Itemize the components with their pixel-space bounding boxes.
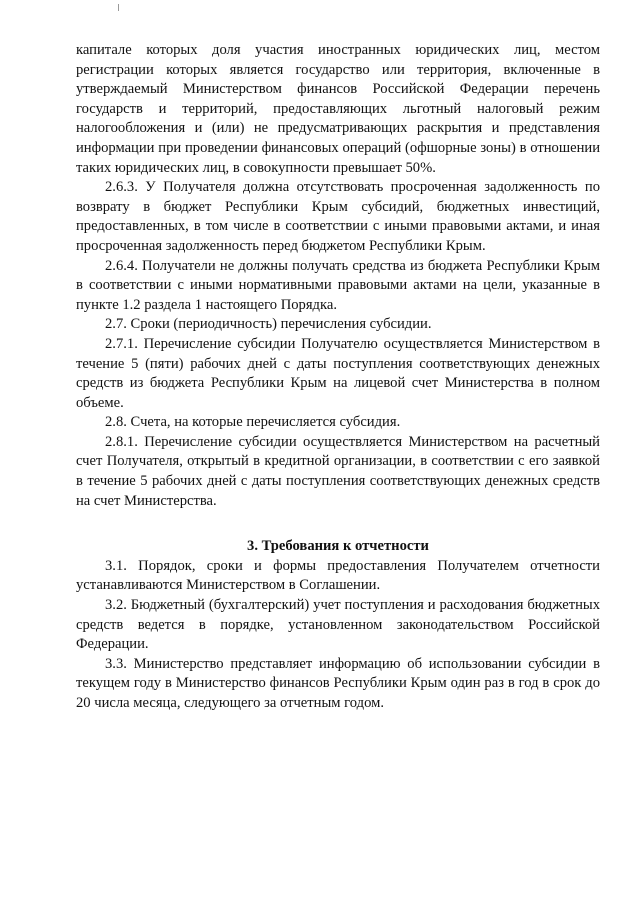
- paragraph-offshore-continuation: капитале которых доля участия иностранных юридических лиц, местом регистрации которых является государство или территория, включенные в утверждаемый Министерством финансов Российской Федерации перечень государств и территорий, предоставляющих льготный налоговый режим налогообложения и (или) не предусматривающих раскрытия и представления информации при проведении финансовых операций (офшорные зоны) в отношении таких юридических лиц, в совокупности превышает 50%.: [76, 42, 600, 176]
- paragraph-2-6-4-line1: 2.6.4. Получатели не должны получать средства из бюджета Республики Крым: [105, 257, 600, 274]
- paragraph-2-7-1: 2.7.1. Перечисление субсидии Получателю осуществляется Министерством в течение 5 (пяти) рабочих дней с даты поступления соответствующих денежных средств из бюджета Республики Крым на лицевой счет Министерства в полном объеме.: [76, 335, 600, 411]
- scan-mark: [118, 4, 119, 11]
- paragraph-2-7: 2.7. Сроки (периодичность) перечисления субсидии.: [105, 316, 432, 333]
- paragraph-3-2: 3.2. Бюджетный (бухгалтерский) учет поступления и расходования бюджетных средств ведется в порядке, установленном законодательством Российской Федерации.: [76, 597, 600, 653]
- paragraph-2-6-3: 2.6.3. У Получателя должна отсутствовать просроченная задолженность по возврату в бюджет Республики Крым субсидий, бюджетных инвестиций, предоставленных, в том числе в соответствии с иными правовыми актами, и иная просроченная задолженность перед бюджетом Республики Крым.: [76, 179, 600, 254]
- document-body: [76, 41, 600, 714]
- section-heading-3: [76, 537, 600, 557]
- paragraph-2-8-1: 2.8.1. Перечисление субсидии осуществляется Министерством на расчетный счет Получателя, открытый в кредитной организации, в соответствии с его заявкой в течение 5 рабочих дней с даты поступления соответствующих денежных средств на счет Министерства.: [76, 433, 600, 509]
- paragraph-3-3: 3.3. Министерство представляет информацию об использовании субсидии в текущем году в Министерство финансов Республики Крым один раз в год в срок до 20 числа месяца, следующего за отчетным годом.: [76, 655, 600, 711]
- section-heading-text: 3. Требования к отчетности: [247, 538, 429, 555]
- paragraph-2-8: 2.8. Счета, на которые перечисляется субсидия.: [105, 414, 401, 431]
- paragraph-2-6-4-line2: в соответствии с иными нормативными правовыми актами на цели, указанные в пункте 1.2 раздела 1 настоящего Порядка.: [76, 277, 600, 313]
- paragraph-3-1: 3.1. Порядок, сроки и формы предоставления Получателем отчетности устанавливаются Министерством в Соглашении.: [76, 557, 600, 594]
